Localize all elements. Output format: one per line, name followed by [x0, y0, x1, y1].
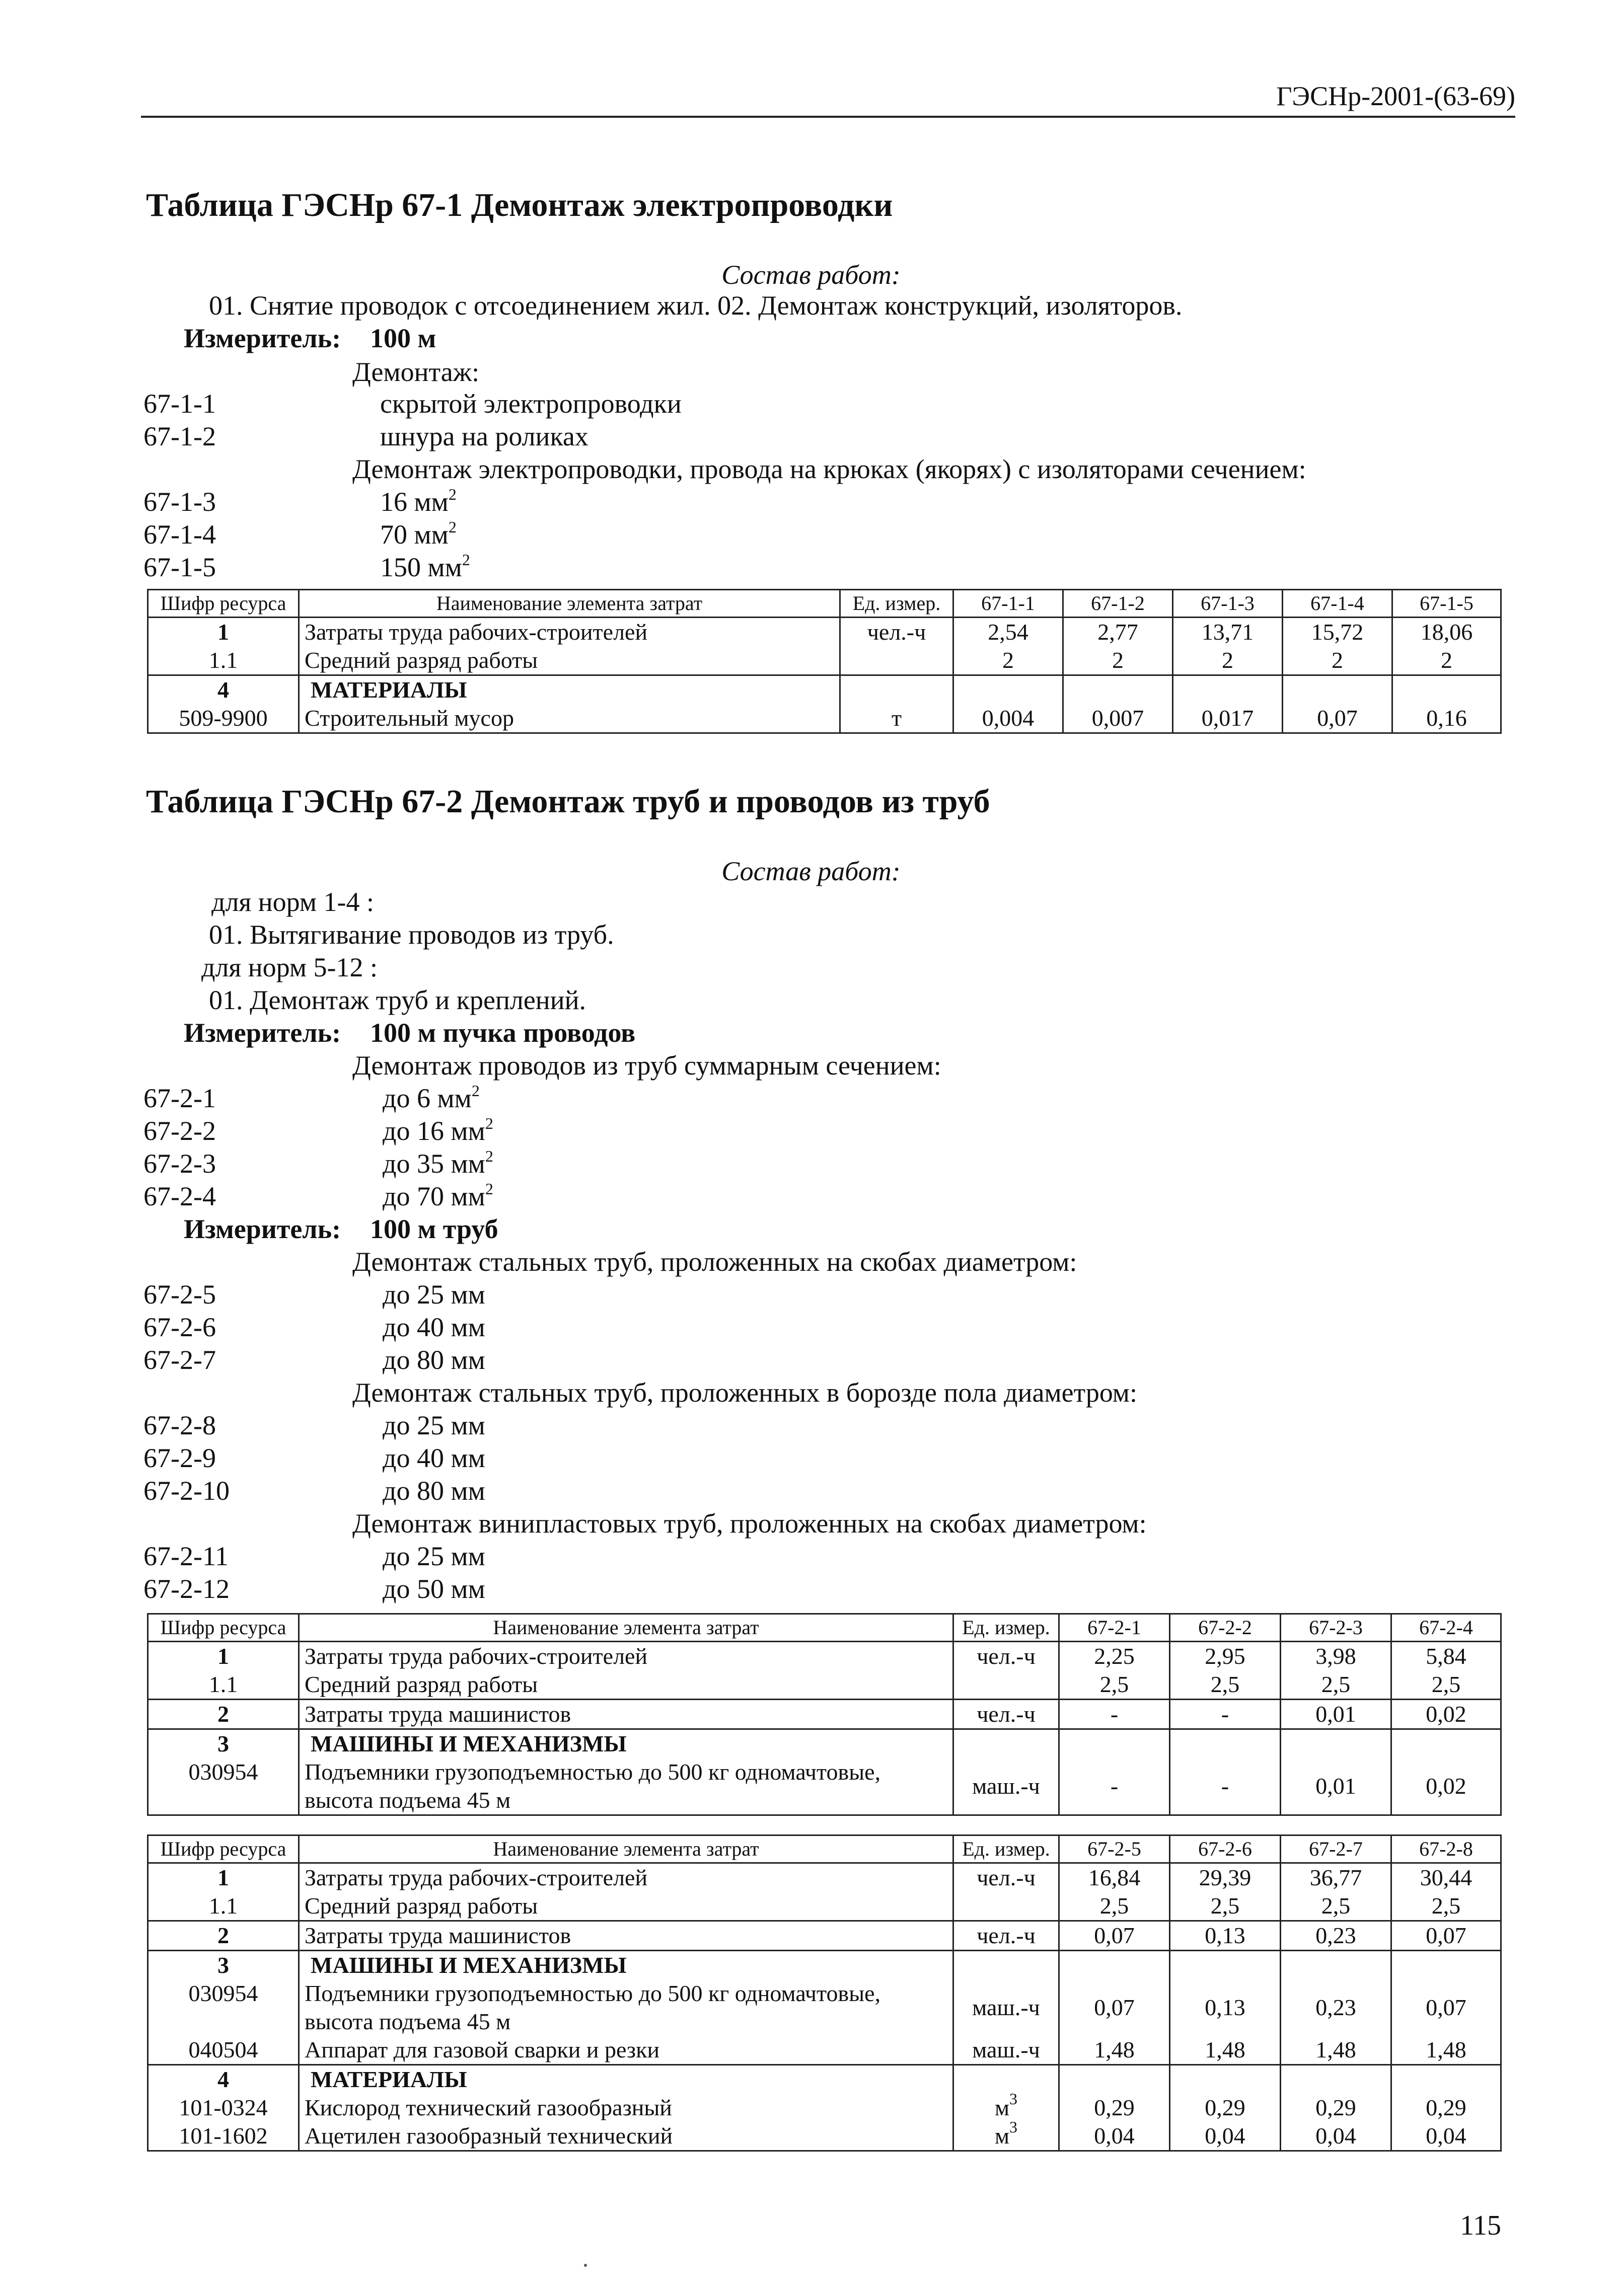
table2-for-norms-1: для норм 1-4 :	[211, 887, 374, 917]
norm-desc: до 25 мм	[383, 1410, 485, 1440]
table-row: 4 МАТЕРИАЛЫ	[148, 2065, 1501, 2094]
table-row: 1.1 Средний разряд работы 2,5 2,5 2,5 2,5	[148, 1670, 1501, 1700]
table-row: 030954 Подъемники грузоподъемностью до 500 кг одномачтовые, высота подъема 45 м маш.-ч 0,07 0,13 0,23 0,07	[148, 1979, 1501, 2036]
column-header: Наименование элемента затрат	[299, 1614, 953, 1642]
norm-desc: до 25 мм	[383, 1541, 485, 1571]
column-header: 67-1-1	[953, 590, 1063, 618]
table2-meter1-label: Измеритель:	[184, 1018, 341, 1048]
norm-code: 67-2-12	[143, 1574, 230, 1604]
table-row: 4 МАТЕРИАЛЫ	[148, 675, 1501, 705]
column-header: 67-2-6	[1170, 1835, 1281, 1863]
column-header: Шифр ресурса	[148, 1614, 299, 1642]
table-row: 1.1 Средний разряд работы 2 2 2 2 2	[148, 646, 1501, 675]
norm-desc: до 6 $мм^2$	[383, 1082, 480, 1113]
norm-desc: 150 $мм^2$	[380, 551, 470, 582]
table1-title: Таблица ГЭСНр 67-1 Демонтаж электропроводки	[146, 187, 893, 223]
column-header: Ед. измер.	[953, 1614, 1059, 1642]
norm-code: 67-2-2	[143, 1116, 216, 1146]
table-header-row	[148, 590, 1501, 618]
table2-group4-heading: Демонтаж винипластовых труб, проложенных на скобах диаметром:	[352, 1508, 1147, 1539]
table1-composition-caption: Состав работ:	[721, 260, 901, 290]
norm-desc: шнура на роликах	[380, 421, 588, 451]
norm-code: 67-2-8	[143, 1410, 216, 1440]
column-header: 67-2-7	[1281, 1835, 1391, 1863]
column-header: 67-2-4	[1391, 1614, 1501, 1642]
column-header: 67-2-8	[1391, 1835, 1501, 1863]
table-row: 040504 Аппарат для газовой сварки и резки маш.-ч 1,48 1,48 1,48 1,48	[148, 2036, 1501, 2065]
table2-group2-heading: Демонтаж стальных труб, проложенных на скобах диаметром:	[352, 1247, 1077, 1277]
table1-subheading: Демонтаж электропроводки, провода на крюках (якорях) с изоляторами сечением:	[352, 454, 1306, 484]
norm-desc: до 40 мм	[383, 1443, 485, 1473]
norm-code: 67-1-3	[143, 487, 216, 517]
column-header: 67-2-2	[1170, 1614, 1281, 1642]
table2-for-norms-2: для норм 5-12 :	[201, 952, 378, 982]
table2a-cost-table	[147, 1613, 1502, 1816]
table2-work-2: 01. Демонтаж труб и креплений.	[209, 985, 586, 1015]
table-row: 101-0324 Кислород технический газообразный $м^3$ 0,29 0,29 0,29 0,29	[148, 2094, 1501, 2122]
table-row: 1 Затраты труда рабочих-строителей чел.-ч 2,25 2,95 3,98 5,84	[148, 1642, 1501, 1671]
column-header: 67-2-1	[1059, 1614, 1170, 1642]
norm-code: 67-2-9	[143, 1443, 216, 1473]
column-header: Шифр ресурса	[148, 1835, 299, 1863]
norm-code: 67-2-3	[143, 1149, 216, 1179]
norm-code: 67-1-4	[143, 519, 216, 550]
table1-cost-table	[147, 589, 1502, 734]
table-row: 1 Затраты труда рабочих-строителей чел.-ч 2,54 2,77 13,71 15,72 18,06	[148, 618, 1501, 647]
scan-speck	[584, 2264, 587, 2267]
table2-composition-caption: Состав работ:	[721, 856, 901, 886]
table2-group3-heading: Демонтаж стальных труб, проложенных в борозде пола диаметром:	[352, 1377, 1137, 1408]
norm-desc: до 80 мм	[383, 1345, 485, 1375]
table-header-row	[148, 1614, 1501, 1642]
norm-desc: до 16 $мм^2$	[383, 1114, 493, 1146]
table-row: 1 Затраты труда рабочих-строителей чел.-ч 16,84 29,39 36,77 30,44	[148, 1863, 1501, 1892]
table-row: 1.1 Средний разряд работы 2,5 2,5 2,5 2,5	[148, 1892, 1501, 1921]
norm-code: 67-2-11	[143, 1541, 229, 1571]
norm-code: 67-1-2	[143, 421, 216, 451]
table2-meter2-value: 100 м труб	[370, 1214, 498, 1244]
norm-desc: до 40 мм	[383, 1312, 485, 1342]
norm-desc: скрытой электропроводки	[380, 389, 682, 419]
table1-meter-label: Измеритель:	[184, 323, 341, 353]
norm-code: 67-1-5	[143, 552, 216, 582]
norm-code: 67-2-6	[143, 1312, 216, 1342]
column-header: Наименование элемента затрат	[299, 590, 840, 618]
table-row: 2 Затраты труда машинистов чел.-ч 0,07 0,13 0,23 0,07	[148, 1921, 1501, 1951]
table2-meter1-value: 100 м пучка проводов	[370, 1018, 636, 1048]
column-header: Наименование элемента затрат	[299, 1835, 953, 1863]
column-header: 67-1-2	[1063, 590, 1173, 618]
table-row: 509-9900 Строительный мусор т 0,004 0,007 0,017 0,07 0,16	[148, 704, 1501, 733]
column-header: Шифр ресурса	[148, 590, 299, 618]
table-row: 101-1602 Ацетилен газообразный технический $м^3$ 0,04 0,04 0,04 0,04	[148, 2122, 1501, 2151]
table1-composition: 01. Снятие проводок с отсоединением жил. 02. Демонтаж конструкций, изоляторов.	[209, 290, 1183, 321]
table-row: 030954 Подъемники грузоподъемностью до 500 кг одномачтовые, высота подъема 45 м маш.-ч - - 0,01 0,02	[148, 1758, 1501, 1815]
norm-desc: 70 $мм^2$	[380, 518, 457, 550]
norm-code: 67-2-4	[143, 1181, 216, 1211]
column-header: 67-1-3	[1173, 590, 1283, 618]
column-header: 67-1-4	[1283, 590, 1392, 618]
norm-code: 67-2-5	[143, 1279, 216, 1310]
norm-desc: до 70 $мм^2$	[383, 1180, 493, 1211]
column-header: 67-2-3	[1281, 1614, 1391, 1642]
column-header: 67-2-5	[1059, 1835, 1170, 1863]
table-row: 2 Затраты труда машинистов чел.-ч - - 0,01 0,02	[148, 1700, 1501, 1729]
table2-work-1: 01. Вытягивание проводов из труб.	[209, 920, 614, 950]
norm-code: 67-1-1	[143, 389, 216, 419]
table1-group-heading: Демонтаж:	[352, 357, 480, 387]
column-header: Ед. измер.	[840, 590, 953, 618]
norm-desc: до 80 мм	[383, 1476, 485, 1506]
norm-desc: 16 $мм^2$	[380, 485, 457, 517]
norm-code: 67-2-10	[143, 1476, 230, 1506]
norm-desc: до 25 мм	[383, 1279, 485, 1310]
norm-code: 67-2-7	[143, 1345, 216, 1375]
running-header: ГЭСНр-2001-(63-69)	[141, 81, 1515, 118]
page-number: 115	[1460, 2210, 1501, 2241]
norm-desc: до 35 $мм^2$	[383, 1147, 493, 1179]
table2b-cost-table	[147, 1834, 1502, 2152]
table2-meter2-label: Измеритель:	[184, 1214, 341, 1244]
table-row: 3 МАШИНЫ И МЕХАНИЗМЫ	[148, 1729, 1501, 1758]
column-header: 67-1-5	[1392, 590, 1501, 618]
norm-code: 67-2-1	[143, 1083, 216, 1113]
norm-desc: до 50 мм	[383, 1574, 485, 1604]
table2-title: Таблица ГЭСНр 67-2 Демонтаж труб и проводов из труб	[146, 783, 990, 820]
table1-meter-value: 100 м	[370, 323, 436, 353]
table2-group1-heading: Демонтаж проводов из труб суммарным сечением:	[352, 1050, 941, 1081]
table-row: 3 МАШИНЫ И МЕХАНИЗМЫ	[148, 1951, 1501, 1980]
column-header: Ед. измер.	[953, 1835, 1059, 1863]
table-header-row	[148, 1835, 1501, 1863]
